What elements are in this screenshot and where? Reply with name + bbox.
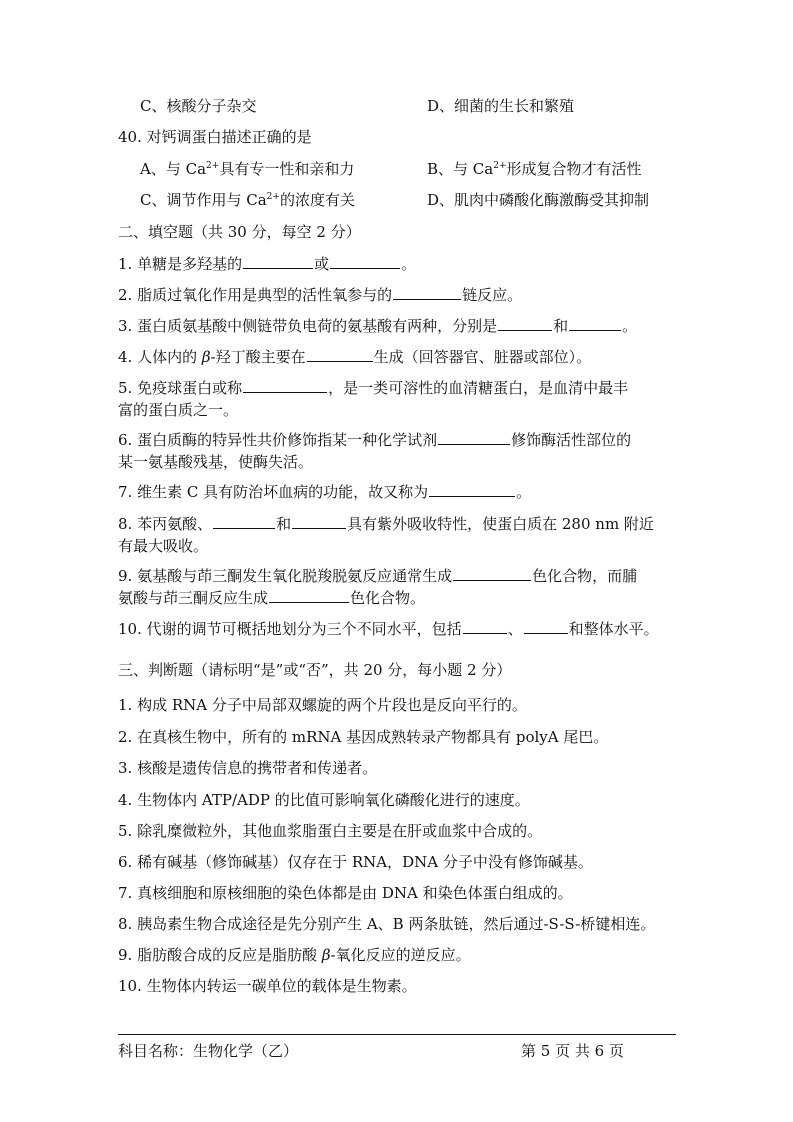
- footer-divider: [118, 1034, 676, 1035]
- answer-blank[interactable]: [393, 285, 461, 300]
- q39-option-d: D、细菌的生长和繁殖: [427, 97, 575, 115]
- fill-question-6-cont: 某一氨基酸残基，使酶失活。: [118, 453, 314, 471]
- section2-heading: 二、填空题（共 30 分，每空 2 分）: [118, 223, 361, 241]
- judge-item-6: 6. 稀有碱基（修饰碱基）仅存在于 RNA，DNA 分子中没有修饰碱基。: [118, 853, 593, 871]
- answer-blank[interactable]: [498, 316, 552, 331]
- footer-subject: 科目名称：生物化学（乙）: [118, 1042, 299, 1060]
- fill-question-1: 1. 单糖是多羟基的 或 。: [118, 255, 417, 273]
- fill-question-6: 6. 蛋白质酶的特异性共价修饰指某一种化学试剂 修饰酶活性部位的: [118, 431, 632, 449]
- q40-option-b: B、与 $Ca^{2+}$形成复合物才有活性: [427, 160, 642, 178]
- fill-question-7: 7. 维生素 C 具有防治坏血病的功能，故又称为 。: [118, 483, 532, 501]
- section3-heading: 三、判断题（请标明“是”或“否”，共 20 分，每小题 2 分）: [118, 661, 512, 679]
- judge-item-4: 4. 生物体内 ATP/ADP 的比值可影响氧化磷酸化进行的速度。: [118, 791, 530, 809]
- judge-item-1: 1. 构成 RNA 分子中局部双螺旋的两个片段也是反向平行的。: [118, 696, 527, 714]
- judge-item-10: 10. 生物体内转运一碳单位的载体是生物素。: [118, 977, 417, 995]
- answer-blank[interactable]: [292, 514, 346, 529]
- fill-question-10: 10. 代谢的调节可概括地划分为三个不同水平，包括 、 和整体水平。: [118, 620, 659, 638]
- fill-question-2: 2. 脂质过氧化作用是典型的活性氧参与的 链反应。: [118, 286, 523, 304]
- answer-blank[interactable]: [307, 347, 373, 362]
- q40-stem: 40. 对钙调蛋白描述正确的是: [118, 128, 312, 146]
- answer-blank[interactable]: [330, 254, 400, 269]
- judge-item-8: 8. 胰岛素生物合成途径是先分别产生 A、B 两条肽链，然后通过-S-S-桥键相连。: [118, 915, 656, 933]
- answer-blank[interactable]: [243, 254, 313, 269]
- fill-question-8: 8. 苯丙氨酸、 和 具有紫外吸收特性，使蛋白质在 280 nm 附近: [118, 515, 654, 533]
- q40-option-a: A、与 $Ca^{2+}$具有专一性和亲和力: [140, 160, 355, 178]
- q40-option-d: D、肌肉中磷酸化酶激酶受其抑制: [427, 191, 650, 209]
- judge-item-3: 3. 核酸是遗传信息的携带者和传递者。: [118, 759, 378, 777]
- answer-blank[interactable]: [524, 619, 568, 634]
- answer-blank[interactable]: [569, 316, 621, 331]
- answer-blank[interactable]: [463, 619, 507, 634]
- answer-blank[interactable]: [438, 430, 510, 445]
- answer-blank[interactable]: [429, 482, 515, 497]
- judge-item-7: 7. 真核细胞和原核细胞的染色体都是由 DNA 和染色体蛋白组成的。: [118, 884, 573, 902]
- answer-blank[interactable]: [269, 588, 349, 603]
- q40-option-c: C、调节作用与 $Ca^{2+}$的浓度有关: [140, 191, 355, 209]
- answer-blank[interactable]: [453, 566, 531, 581]
- fill-question-5: 5. 免疫球蛋白或称 ，是一类可溶性的血清糖蛋白，是血清中最丰: [118, 379, 629, 397]
- answer-blank[interactable]: [243, 378, 327, 393]
- fill-question-9: 9. 氨基酸与茚三酮发生氧化脱羧脱氨反应通常生成 色化合物，而脯: [118, 567, 638, 585]
- fill-question-3: 3. 蛋白质氨基酸中侧链带负电荷的氨基酸有两种，分别是 和 。: [118, 317, 638, 335]
- judge-item-9: 9. 脂肪酸合成的反应是脂肪酸 β-氧化反应的逆反应。: [118, 946, 471, 964]
- q39-option-c: C、核酸分子杂交: [140, 97, 257, 115]
- fill-question-8-cont: 有最大吸收。: [118, 537, 209, 555]
- footer-page-number: 第 5 页 共 6 页: [521, 1042, 624, 1060]
- judge-item-5: 5. 除乳糜微粒外，其他血浆脂蛋白主要是在肝或血浆中合成的。: [118, 822, 543, 840]
- fill-question-9-cont: 氨酸与茚三酮反应生成 色化合物。: [118, 589, 426, 607]
- fill-question-4: 4. 人体内的 β-羟丁酸主要在 生成（回答器官、脏器或部位）。: [118, 348, 592, 366]
- judge-item-2: 2. 在真核生物中，所有的 mRNA 基因成熟转录产物都具有 polyA 尾巴。: [118, 728, 609, 746]
- answer-blank[interactable]: [213, 514, 275, 529]
- fill-question-5-cont: 富的蛋白质之一。: [118, 401, 239, 419]
